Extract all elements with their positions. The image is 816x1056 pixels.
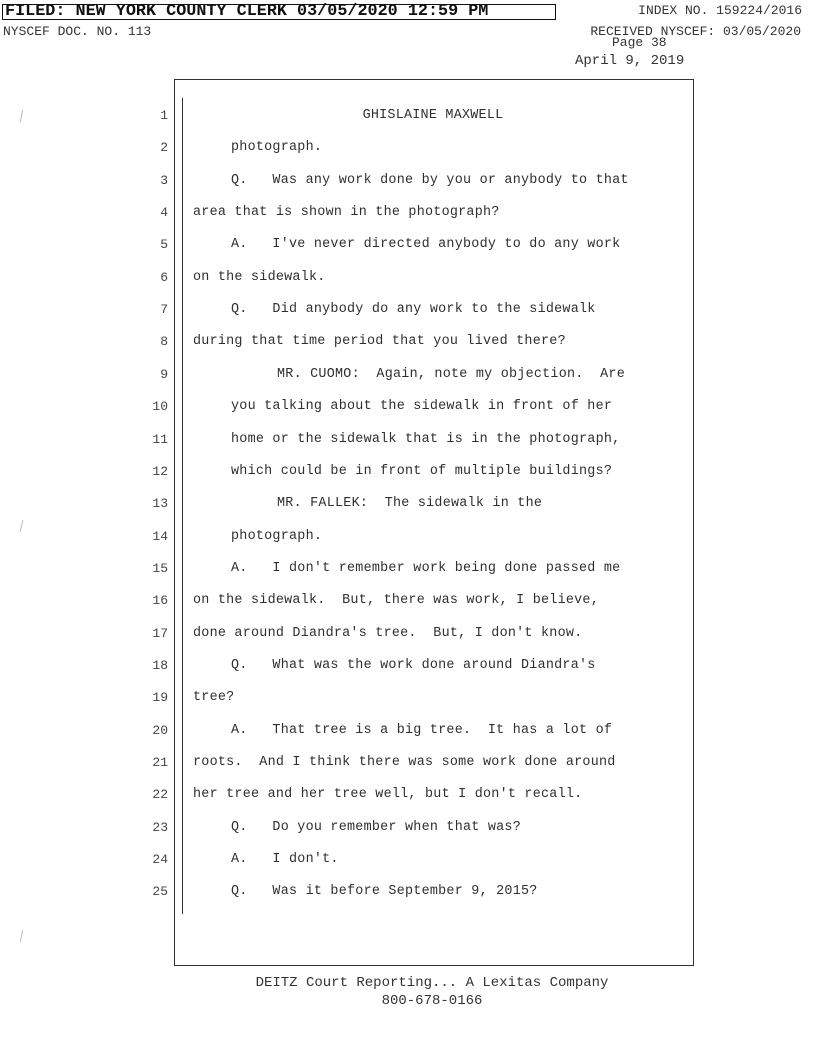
line-number: 5 bbox=[160, 237, 168, 253]
line-number: 17 bbox=[152, 625, 168, 641]
scan-mark bbox=[20, 520, 23, 532]
transcript-line: done around Diandra's tree. But, I don't know. bbox=[193, 625, 583, 641]
line-number: 12 bbox=[152, 463, 168, 479]
transcript-line: A. That tree is a big tree. It has a lot of bbox=[231, 722, 613, 738]
line-number: 4 bbox=[160, 205, 168, 221]
transcript-line: A. I don't remember work being done passed me bbox=[231, 560, 621, 576]
line-number: 6 bbox=[160, 269, 168, 285]
transcript-line: A. I've never directed anybody to do any work bbox=[231, 237, 621, 253]
transcript-line: Q. Do you remember when that was? bbox=[231, 819, 521, 835]
transcript-line: photograph. bbox=[231, 528, 323, 544]
line-number: 15 bbox=[152, 560, 168, 576]
line-number: 19 bbox=[152, 690, 168, 706]
line-number: 22 bbox=[152, 787, 168, 803]
transcript-line: tree? bbox=[193, 690, 235, 706]
transcript-line: which could be in front of multiple buildings? bbox=[231, 463, 613, 479]
line-number: 21 bbox=[152, 755, 168, 770]
transcript-line: during that time period that you lived there? bbox=[193, 334, 566, 350]
transcript-line: MR. FALLEK: The sidewalk in the bbox=[277, 496, 543, 512]
line-number: 25 bbox=[152, 884, 168, 900]
transcript-line: her tree and her tree well, but I don't recall. bbox=[193, 787, 583, 803]
line-number: 13 bbox=[152, 496, 168, 512]
line-number: 10 bbox=[152, 399, 168, 415]
filed-stamp: FILED: NEW YORK COUNTY CLERK 03/05/2020 12:59 PM bbox=[2, 4, 556, 20]
line-number: 24 bbox=[152, 852, 168, 868]
transcript-line: on the sidewalk. bbox=[193, 269, 326, 285]
footer-phone: 800-678-0166 bbox=[381, 993, 483, 1009]
line-number: 11 bbox=[152, 431, 168, 447]
line-number: 18 bbox=[152, 657, 168, 673]
transcript-line: A. I don't. bbox=[231, 852, 339, 868]
transcript-line: home or the sidewalk that is in the photograph, bbox=[231, 431, 621, 447]
line-number: 20 bbox=[152, 722, 168, 738]
page-number: Page 38 bbox=[612, 35, 667, 50]
line-number: 8 bbox=[160, 334, 168, 350]
transcript-line: Q. Did anybody do any work to the sidewalk bbox=[231, 302, 596, 318]
transcript-line: photograph. bbox=[231, 140, 323, 156]
received-date: RECEIVED NYSCEF: 03/05/2020 bbox=[590, 24, 801, 39]
transcript-line: MR. CUOMO: Again, note my objection. Are bbox=[277, 366, 625, 382]
line-number: 23 bbox=[152, 819, 168, 835]
transcript-line: you talking about the sidewalk in front of her bbox=[231, 399, 613, 415]
transcript-line: on the sidewalk. But, there was work, I believe, bbox=[193, 593, 599, 609]
deposition-date: April 9, 2019 bbox=[575, 53, 685, 69]
transcript-line: area that is shown in the photograph? bbox=[193, 205, 500, 221]
line-number: 14 bbox=[152, 528, 168, 544]
line-number: 3 bbox=[160, 172, 168, 188]
line-number: 2 bbox=[160, 140, 168, 156]
footer-company: DEITZ Court Reporting... A Lexitas Company bbox=[255, 975, 609, 991]
transcript-line: GHISLAINE MAXWELL bbox=[362, 108, 504, 123]
scan-mark bbox=[20, 930, 23, 942]
line-number: 9 bbox=[160, 366, 168, 382]
scan-mark bbox=[20, 110, 23, 122]
transcript-line: roots. And I think there was some work done around bbox=[193, 755, 616, 770]
line-number: 7 bbox=[160, 302, 168, 318]
transcript-line: Q. What was the work done around Diandra's bbox=[231, 657, 596, 673]
nyscef-doc-number: NYSCEF DOC. NO. 113 bbox=[3, 24, 152, 39]
line-number: 1 bbox=[160, 108, 168, 123]
line-number: 16 bbox=[152, 593, 168, 609]
transcript-line: Q. Was any work done by you or anybody to that bbox=[231, 172, 629, 188]
transcript-line: Q. Was it before September 9, 2015? bbox=[231, 884, 538, 900]
index-number: INDEX NO. 159224/2016 bbox=[638, 3, 802, 18]
line-number-divider bbox=[182, 98, 183, 914]
